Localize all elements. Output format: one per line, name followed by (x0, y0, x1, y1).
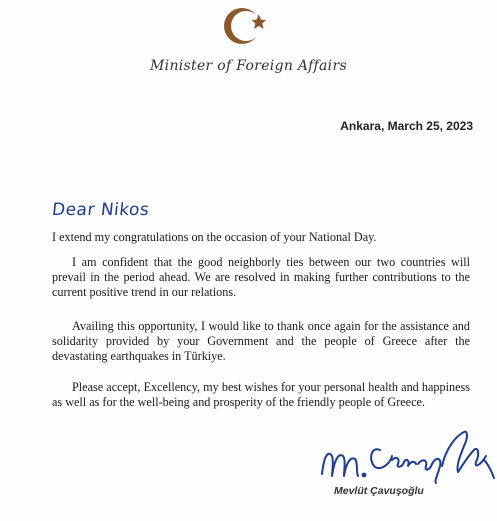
crescent-and-star-icon (224, 4, 272, 48)
paragraph-neighborly-ties: I am confident that the good neighborly ties between our two countries will prevail in the period ahead. We are resolved in making further contributions to the current positive trend in our relations. (52, 255, 470, 299)
handwritten-signature (318, 426, 496, 484)
paragraph-earthquake-thanks: Availing this opportunity, I would like to thank once again for the assistance and solidarity provided by your Government and the people of Greece after the devastating earthquakes in Türkiye. (52, 319, 470, 363)
signer-name: Mevlüt Çavuşoğlu (334, 485, 424, 497)
ministry-title: Minister of Foreign Affairs (150, 58, 347, 74)
paragraph-best-wishes: Please accept, Excellency, my best wishes for your personal health and happiness as well as for the well-being and prosperity of the friendly people of Greece. (52, 380, 470, 409)
letter-date: Ankara, March 25, 2023 (340, 119, 473, 133)
paragraph-congratulations: I extend my congratulations on the occasion of your National Day. (52, 230, 377, 244)
handwritten-salutation: Dear Nikos (50, 200, 151, 220)
